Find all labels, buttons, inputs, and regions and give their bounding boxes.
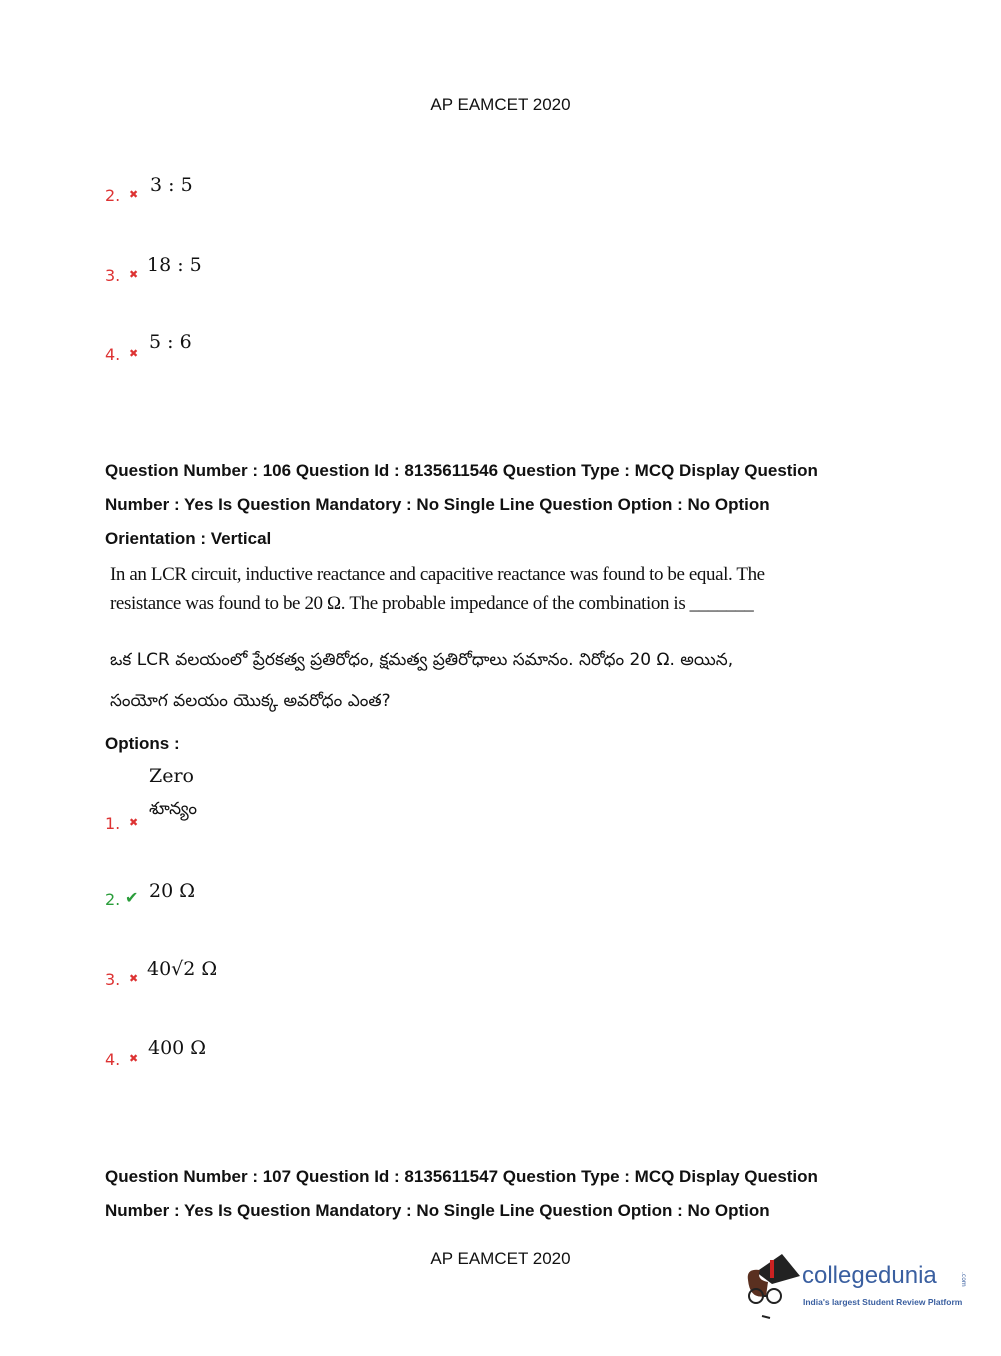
question-106-meta: [105, 454, 818, 556]
meta-line: Number : Yes Is Question Mandatory : No Single Line Question Option : No Option: [105, 495, 770, 514]
options-label: Options :: [105, 734, 180, 753]
document-page: AP EAMCET 2020 2. ✖ 3 : 5 3. ✖ 18 : 5 4. ✖ 5 : 6 Question Number : 106 Question Id : 8135611546 Question Type : MCQ Display Question Number : Yes Is Question Mandatory : No Single Line Question Option : No Option Orientation : Vertical In an LCR circuit, inductive reactance and capacitive reactance was found to be equal. The resistance was found to be 20 Ω. The probable impedance of the combination is _______ ఒక LCR వలయంలో ప్రేరకత్వ ప్రతిరోధం, క్షమత్వ ప్రతిరోధాలు సమానం. నిరోధం 20 Ω. అయిన, సంయోగ వలయం యొక్క అవరోధం ఎంత? Options : Zero శూన్యం 1. ✖ 2. ✔ 20 Ω 3. ✖ 40√2 Ω 4. ✖ 400 Ω Question Number : 107 Question Id : 8135611547 Question Type : MCQ Display Question Number : Yes Is Question Mandatory : No Single Line Question Option : No Option AP EAMCET 2020 collegedunia .com India's largest Student Review Platform: [0, 0, 1001, 1356]
meta-line: Orientation : Vertical: [105, 529, 272, 548]
meta-line: Question Number : 106 Question Id : 8135611546 Question Type : MCQ Display Question: [105, 461, 818, 480]
cross-icon: ✖: [129, 188, 139, 201]
cross-icon: ✖: [129, 1052, 139, 1065]
meta-line: Question Number : 107 Question Id : 8135611547 Question Type : MCQ Display Question: [105, 1167, 818, 1186]
cross-icon: ✖: [129, 816, 139, 829]
collegedunia-logo: collegedunia .com India's largest Student Review Platform: [742, 1250, 992, 1320]
check-icon: ✔: [125, 888, 139, 907]
cross-icon: ✖: [129, 268, 139, 281]
meta-line: Number : Yes Is Question Mandatory : No Single Line Question Option : No Option: [105, 1201, 770, 1220]
question-line: resistance was found to be 20 Ω. The probable impedance of the combination is _______: [110, 593, 754, 614]
cross-icon: ✖: [129, 972, 139, 985]
mascot-icon: [742, 1250, 802, 1320]
page-footer: AP EAMCET 2020: [430, 1249, 571, 1268]
question-text-telugu: సంయోగ వలయం యొక్క అవరోధం ఎంత?: [110, 691, 391, 711]
cross-icon: ✖: [129, 347, 139, 360]
question-107-meta: [105, 1160, 818, 1228]
question-text-telugu: ఒక LCR వలయంలో ప్రేరకత్వ ప్రతిరోధం, క్షమత్వ ప్రతిరోధాలు సమానం. నిరోధం 20 Ω. అయిన,: [110, 650, 734, 670]
question-text-english: [110, 560, 765, 618]
question-line: In an LCR circuit, inductive reactance and capacitive reactance was found to be equal. The: [110, 564, 765, 585]
page-header: AP EAMCET 2020: [430, 95, 571, 114]
